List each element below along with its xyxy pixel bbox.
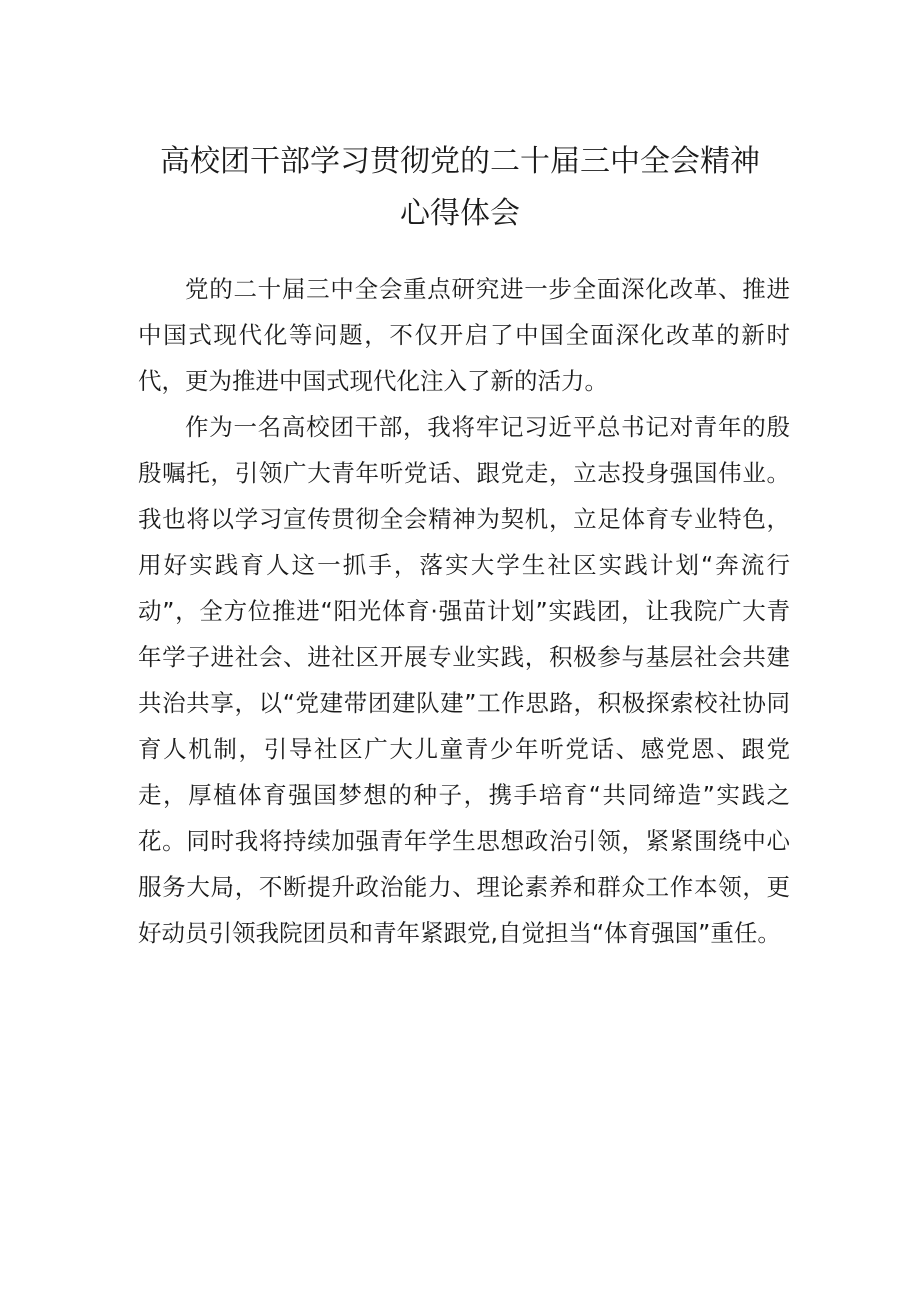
paragraph-1: 党的二十届三中全会重点研究进一步全面深化改革、推进中国式现代化等问题，不仅开启了中国全面深化改革的新时代，更为推进中国式现代化注入了新的活力。 bbox=[138, 275, 790, 395]
title-line-2: 心得体会 bbox=[400, 196, 520, 231]
title-line-1: 高校团干部学习贯彻党的二十届三中全会精神 bbox=[160, 144, 760, 179]
document-body bbox=[138, 266, 790, 956]
paragraph-2: 作为一名高校团干部，我将牢记习近平总书记对青年的殷殷嘱托，引领广大青年听党话、跟党走，立志投身强国伟业。我也将以学习宣传贯彻全会精神为契机，立足体育专业特色，用好实践育人这一抓手，落实大学生社区实践计划“奔流行动”，全方位推进“阳光体育·强苗计划”实践团，让我院广大青年学子进社会、进社区开展专业实践，积极参与基层社会共建共治共享，以“党建带团建队建”工作思路，积极探索校社协同育人机制，引导社区广大儿童青少年听党话、感党恩、跟党走，厚植体育强国梦想的种子，携手培育“共同缔造”实践之花。同时我将持续加强青年学生思想政治引领，紧紧围绕中心服务大局，不断提升政治能力、理论素养和群众工作本领，更好动员引领我院团员和青年紧跟党,自觉担当“体育强国”重任。 bbox=[138, 413, 790, 947]
document-title bbox=[100, 136, 820, 240]
